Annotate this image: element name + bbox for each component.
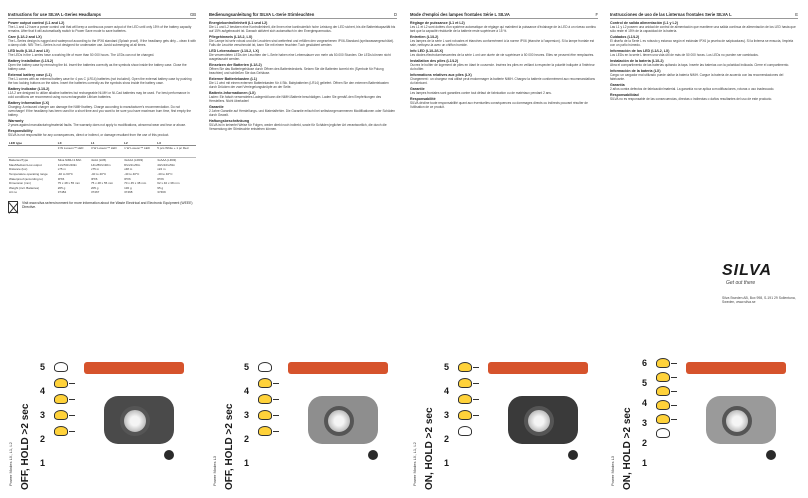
- weee-bin-icon: [8, 201, 18, 213]
- panel-hold-label: OFF, HOLD >2 sec: [20, 403, 31, 490]
- mode-number: 5: [444, 362, 450, 372]
- section-text: Les L1 et L2 sont dotées d'un système automatique de réglage qui maintient la puissance d'éclairage de la LED à un niveau continu tant que la capacité résiduelle de la batterie reste supérieure à 15 %.: [410, 25, 597, 33]
- spec-header-cell: LED type: [8, 140, 57, 146]
- led-bulb-icon: [258, 410, 272, 420]
- spec-cell: 75 x 48 x 55 mm: [57, 181, 80, 186]
- section: [410, 73, 598, 85]
- headband-strap: [488, 362, 588, 374]
- led-indicator-column: [258, 362, 272, 436]
- mode-number: 3: [642, 418, 648, 428]
- weee-notice: [8, 201, 196, 213]
- section-title: Garantie: [209, 105, 224, 109]
- spec-cell: 3xAAA (LR03): [124, 158, 144, 163]
- led-indicator-column: [458, 362, 472, 436]
- section-title: Batterie-Informationen (LX): [209, 91, 256, 95]
- spec-row-label: Weight (incl. Batteries): [9, 185, 40, 190]
- section-title: Externer Batteriekasten (L1): [209, 77, 257, 81]
- section: [610, 59, 798, 67]
- section-title: LED bulb (L1/L2 and LX): [8, 49, 50, 53]
- section-title: Battery installation (L1/L2): [8, 59, 54, 63]
- panel-models-label: Power Modes LX, L1, L2: [8, 442, 13, 486]
- section-title: Cuidados (L1/L2): [610, 35, 640, 39]
- section: [410, 97, 598, 109]
- mode-number: 3: [244, 410, 250, 420]
- mode-number: 1: [244, 458, 250, 468]
- led-bulb-icon: [458, 362, 472, 372]
- section-text: Öffnen Sie das Batteriegehäuse durch Öffnen des Batteriedeckels. Setzen Sie die Batterien korrekt ein (Symbole für Polung beachten) und schließen Sie das Gehäuse.: [209, 67, 384, 75]
- spec-cell: 40/x/10/x/6lm: [157, 162, 176, 167]
- section: [209, 49, 397, 61]
- table-row: [8, 163, 196, 168]
- section-text: Chargement : un chargeur mal utilisé peut endommager la batterie NiMH. Chargez la batterie conformément aux recommandations du fabricant.: [410, 77, 595, 85]
- table-row: [8, 172, 196, 177]
- section-title: Battery information (LX): [8, 101, 50, 105]
- spec-row-label: Temperature operating range: [9, 172, 48, 177]
- column-english: [8, 12, 196, 352]
- brand-logo: SILVA: [722, 262, 773, 279]
- led-bulb-icon: [458, 426, 472, 436]
- led-bulb-icon: [54, 394, 68, 404]
- mode-number: 3: [40, 410, 46, 420]
- spec-cell: 3xAAA (LR03): [157, 158, 177, 163]
- section: [410, 49, 598, 57]
- section-title: Réglage de puissance (L1 et L2): [410, 21, 465, 25]
- section-text: SILVA ist in keinerlei Weise für Folgen, weder direkt noch indirekt, sowie für Schäden jeglicher Art verantwortlich, die durch die Verwendung der Stirnleuchte entstehen können.: [209, 123, 387, 131]
- column-header: [610, 12, 798, 19]
- spec-cell: 4xAA (LR6): [90, 158, 107, 163]
- spec-row-label: Dimension (mm): [9, 181, 32, 186]
- section-text: Carga: un cargador mal utilizado puede dañar la batería NiMH. Cargue la batería de acuerdo con las recomendaciones del fabricante.: [610, 73, 784, 81]
- power-button-icon: [766, 450, 776, 460]
- spec-cell: 37468: [124, 190, 133, 195]
- section-title: Pflegehinweis (L1/L2, LX): [209, 35, 253, 39]
- spec-cell: IPX6: [57, 176, 65, 181]
- spec-cell: 62 x 40 x 38 mm: [157, 181, 180, 186]
- spec-cell: -40 to 40°C: [157, 172, 173, 177]
- section-text: Charging: A misused charger can damage the NiMH battery. Charge according to manufacturer's recommendation. Do not overcharge! If the headlamp has been used for a short time and you want to be sure you have maximum burn time, first empty the battery.: [8, 105, 192, 117]
- spec-table: [8, 140, 196, 195]
- led-bulb-icon: [656, 358, 670, 368]
- language-code: F: [595, 12, 598, 17]
- section-text: The LEDs in the L-series have a working life of more than 50 000 hours. The LEDs can not be changed.: [8, 53, 155, 57]
- section-title: Responsabilidad: [610, 93, 639, 97]
- spec-cell: -40 to 60°C: [57, 172, 73, 177]
- section-title: Einsetzen der Batterien (L1/L2): [209, 63, 262, 67]
- illustration-panel: [408, 356, 608, 494]
- section-text: Les diodes électroluminescentes de la série L ont une durée de vie supérieure à 50 000 heures. Elles ne peuvent être remplacées.: [410, 53, 595, 57]
- section-title: Entretien (L1/L2): [410, 35, 439, 39]
- section-title: External battery case (L1): [8, 73, 52, 77]
- power-button-icon: [164, 450, 174, 460]
- section: [209, 77, 397, 89]
- section-text: SILVA no es responsable de las consecuencias, directas o indirectas o daños resultantes del uso de este producto.: [610, 97, 773, 101]
- column-header: [8, 12, 196, 19]
- section: [8, 21, 196, 33]
- led-bulb-icon: [258, 394, 272, 404]
- spec-cell: 70 x 45 x 38 mm: [124, 181, 147, 186]
- section-title: Información de los LED (L1/L2, LX): [610, 49, 670, 53]
- table-row: [8, 190, 196, 195]
- company-address: Silva Sweden AB, Box 998, S-191 29 Sollentuna, Sweden, www.silva.se: [722, 296, 796, 305]
- spec-cell: x75 m: [90, 167, 100, 172]
- spec-row-label: Art no: [9, 190, 18, 195]
- headband-strap: [686, 362, 786, 374]
- panel-hold-label: ON, HOLD >2 sec: [622, 407, 633, 490]
- language-code: D: [393, 12, 397, 17]
- column-title: Instrucciones de uso de las Linternas frontales Serie SILVA L: [610, 12, 732, 17]
- led-bulb-icon: [54, 410, 68, 420]
- panel-models-label: Power Modes L3: [212, 455, 217, 486]
- section-text: L1/L2 are designed to utilize alkaline batteries but rechargeable Ni-MH or Ni-Cad batteries may be used. For best performance in cold conditions we recommend using non-rechargeable Lithium batteries.: [8, 91, 190, 99]
- column-title: Instructions for use SILVA L-Series Headlamps: [8, 12, 101, 17]
- section-title: Haftungsbeschränkung: [209, 119, 250, 123]
- section: [410, 35, 598, 47]
- section: [209, 105, 397, 117]
- section-title: Care (L1/L2 and LX): [8, 35, 42, 39]
- section: [209, 35, 397, 47]
- panel-hold-label: OFF, HOLD >2 sec: [224, 403, 235, 490]
- section: [610, 83, 798, 91]
- lens-icon: [524, 406, 554, 436]
- section: [610, 93, 798, 101]
- spec-cell: -40 to 40°C: [124, 172, 140, 177]
- brand-logo-block: [722, 262, 772, 286]
- mode-number: 2: [444, 434, 450, 444]
- illustration-panel: [4, 356, 204, 494]
- mode-number: 1: [642, 458, 648, 468]
- section: [8, 59, 196, 71]
- section-text: 2 Jahre Garantie auf Herstellungs- und Materialfehler. Die Garantie erlischt bei selbstvorgenommenen Modifikationen oder Schäden durch Gewalt.: [209, 109, 396, 117]
- section: [8, 129, 196, 137]
- section: [610, 21, 798, 33]
- spec-cell: 1 W Luxeon™ LED: [123, 146, 156, 158]
- section-title: Garantie: [410, 87, 425, 91]
- section-title: Responsabilité: [410, 97, 436, 101]
- brand-tagline: Get out there: [726, 280, 756, 286]
- spec-cell: 8/x/21/x/6lm: [124, 162, 141, 167]
- mode-number: 4: [642, 398, 648, 408]
- section-title: Control de salida alimentación (L1 y L2): [610, 21, 678, 25]
- spec-row-label: Batteries/Type: [9, 158, 29, 163]
- mode-number: 2: [40, 434, 46, 444]
- led-bulb-icon: [54, 362, 68, 372]
- mode-number: 5: [40, 362, 46, 372]
- section: [8, 87, 196, 99]
- power-button-icon: [568, 450, 578, 460]
- section-text: El diseño de la Serie L es robusto y estanco según el estándar IPX6 (a prueba de salpicaduras). Si la linterna se ensucia, límpiela con un paño húmedo.: [610, 39, 794, 47]
- mode-number: 6: [642, 358, 648, 368]
- led-bulb-icon: [458, 378, 472, 388]
- section-text: Abra el compartimento de las baterías quitando la tapa. Inserte las baterías con la polaridad indicada. Cierre el compartimento.: [610, 63, 790, 67]
- led-indicator-column: [54, 362, 68, 436]
- mode-number: 3: [444, 410, 450, 420]
- section-title: Información de la batería (LX): [610, 69, 661, 73]
- led-bulb-icon: [258, 426, 272, 436]
- spec-cell: 37484: [57, 190, 67, 195]
- section: [8, 73, 196, 85]
- spec-cell: 11/x/50/x/40lm: [57, 162, 78, 167]
- spec-cell: 37469: [157, 190, 166, 195]
- mode-number: 4: [444, 386, 450, 396]
- section-text: Laden: Ein falsch verwendetes Ladegerät kann die NiMH-Batterie beschädigen. Laden Sie gemäß den Empfehlungen des Herstellers. Nicht überladen!: [209, 95, 382, 103]
- section-text: The L1 comes with an external battery case for 4 pcs C (LR14) batteries (not included). Open the external battery case by pushing the two locking buttons on the sides. Insert the batteries correctly as the symbols show inside the battery case.: [8, 77, 192, 85]
- led-bulb-icon: [258, 362, 272, 372]
- section-text: Die L1 und L2 besitzen eine Kontrolleinheit, die Ihnen eine kontinuierlich hohe Leistung der LED sichert, bis die Batteriekapazität bis auf 15% aufgebraucht ist. Danach aktiviert sich automatisch in den Energiesparmodus.: [209, 25, 396, 33]
- spec-cell: 75 x 48 x 55 mm: [90, 181, 114, 186]
- weee-text: Visit www.silva.se/environment for more information about the Waste Electrical and Electronic Equipment (WEEE) Directive.: [22, 200, 193, 209]
- led-bulb-icon: [458, 410, 472, 420]
- spec-row-label: Distance (lux): [9, 167, 28, 172]
- section-text: Die Lampe ist sehr robust und die Leuchten sind wetterfest und erfüllen den vorgesehenen IPX6-Standard (spritzwassergeschützt). Falls die Leuchte verschmutzt ist, kann Sie mit einem feuchten Tuch gesäubert werden.: [209, 39, 394, 47]
- spec-cell: 14/x/80/x/40lm: [90, 162, 111, 167]
- led-bulb-icon: [258, 378, 272, 388]
- section-text: The L1 and L2 have a power control unit that will keep a continuous power output of the LED until only 15% of the battery capacity remains. After that it will automatically switch to Power Save mode to save batteries.: [8, 25, 192, 33]
- section-title: Power output control (L1 and L2): [8, 21, 65, 25]
- spec-cell: 95 g: [157, 185, 164, 190]
- spec-cell: x48 m: [124, 167, 133, 172]
- section-text: Die L1 wird mit einem externen Batteriekasten für 4 Stk. Babybatterien (LR14) geliefert. Öffnen Sie den externen Batteriekasten durch Drücken der zwei Verriegelungsknöpfe an der Seite.: [209, 81, 389, 89]
- spec-row-label: Max/Medium/Low output: [9, 162, 42, 167]
- illustration-panel: [606, 356, 806, 494]
- spec-cell: 5 pcs White + 1 pc Red: [156, 146, 196, 158]
- section: [8, 35, 196, 47]
- section: [209, 119, 397, 131]
- spec-cell: 265 g: [57, 185, 66, 190]
- spec-type-row: [8, 146, 196, 158]
- spec-cell: -40 to 40°C: [90, 172, 107, 177]
- mode-number: 5: [244, 362, 250, 372]
- led-indicator-column: [656, 358, 670, 438]
- led-bulb-icon: [656, 386, 670, 396]
- mode-number: 4: [40, 386, 46, 396]
- section-text: Les lampes frontales sont garanties contre tout défaut de fabrication ou de matériaux pendant 2 ans.: [410, 91, 552, 95]
- section-text: Los LEDs en la serie L tienen una vida útil de más de 50 000 horas. Los LEDs no pueden ser cambiados.: [610, 53, 759, 57]
- section: [8, 119, 196, 127]
- section-title: Warranty: [8, 119, 24, 123]
- column-french: [410, 12, 598, 352]
- section-title: LED Lebensdauer (L1/L2, LX): [209, 49, 259, 53]
- led-bulb-icon: [54, 426, 68, 436]
- spec-header-cell: L1: [90, 140, 123, 146]
- section-text: 2 years against manufacturing/material faults. The warranty does not apply to modifications, abnormal wear and tear or abuse.: [8, 123, 187, 127]
- language-code: E: [795, 12, 798, 17]
- led-bulb-icon: [656, 372, 670, 382]
- section-text: The L-Series design is rugged and waterproof according to the IPX6 standard (Splash proof). If the headlamp gets dirty – clean it with a damp cloth. NB! The L-Series is not designed for underwater use. Avoid submerging at all times.: [8, 39, 196, 47]
- section-title: Battery indicator (L1/L2): [8, 87, 50, 91]
- lens-icon: [722, 406, 752, 436]
- spec-cell: 37467: [90, 190, 100, 195]
- section-text: Ouvrez le boîtier de logement de piles en ôtant le couvercle. Insérez les piles en veillant à respecter la polarité indiquée à l'intérieur du boîtier.: [410, 63, 595, 71]
- spec-row-label: Waterproof (according to): [9, 176, 43, 181]
- spec-header-cell: LX: [57, 140, 90, 146]
- section-text: SILVA is not responsible for any consequences, direct or indirect, or damage resultant from the use of this product.: [8, 133, 170, 137]
- mode-number: 4: [244, 386, 250, 396]
- section-title: Informations relatives aux piles (LX): [410, 73, 472, 77]
- section: [610, 35, 798, 47]
- section: [209, 21, 397, 33]
- spec-cell: 205 g: [90, 185, 99, 190]
- section: [8, 101, 196, 117]
- section-text: Open the battery case by removing the lid. Insert the batteries correctly as the symbols show inside the battery case. Close the battery case.: [8, 63, 187, 71]
- column-title: Bedienungsanleitung für SILVA L-Serie Stirnleuchten: [209, 12, 315, 17]
- spec-cell: Silva NiMH 4.8Ah: [57, 158, 82, 163]
- section-text: 2 años contra defectos de fabricación/material. La garantía no se aplica a modificaciones, roturas o uso inadecuado.: [610, 87, 775, 91]
- section: [410, 87, 598, 95]
- column-header: [209, 12, 397, 19]
- lens-icon: [324, 406, 354, 436]
- section-text: Las L1 y L2 poseen una unidad de control de alimentación que mantiene una salida continua de alimentación de los LED hasta que sólo reste el 15% de la capacidad de la batería.: [610, 25, 796, 33]
- section: [8, 49, 196, 57]
- led-bulb-icon: [656, 400, 670, 410]
- column-title: Mode d'emploi des lampes frontales Série L SILVA: [410, 12, 510, 17]
- section-title: Energiekontrolleinheit (L1 und L2): [209, 21, 268, 25]
- spec-cell: 3 W Luxeon™ LED: [57, 146, 90, 158]
- led-bulb-icon: [656, 414, 670, 424]
- spec-cell: x22 m: [157, 167, 166, 172]
- illustration-panel: [208, 356, 408, 494]
- spec-cell: 3 W Luxeon™ LED: [90, 146, 123, 158]
- mode-number: 1: [444, 458, 450, 468]
- headband-strap: [288, 362, 388, 374]
- section: [209, 91, 397, 103]
- section-text: Die verwendeten LEDs der Leuchten der L-Serie haben eine Lebensdauer von mehr als 50.000 Stunden. Die LEDs können nicht ausgetauscht werden.: [209, 53, 391, 61]
- spec-cell: IPX6: [124, 176, 131, 181]
- mode-number: 2: [642, 438, 648, 448]
- led-bulb-icon: [656, 428, 670, 438]
- led-bulb-icon: [54, 378, 68, 388]
- section-title: Instalación de la batería (L1/L2): [610, 59, 664, 63]
- section: [209, 63, 397, 75]
- spec-header-cell: L3: [156, 140, 196, 146]
- panel-models-label: Power Modes L3: [610, 455, 615, 486]
- lens-icon: [120, 406, 150, 436]
- section: [610, 69, 798, 81]
- led-bulb-icon: [458, 394, 472, 404]
- spec-cell: 130 g: [124, 185, 132, 190]
- section: [410, 21, 598, 33]
- spec-cell: IPX6: [157, 176, 164, 181]
- column-german: [209, 12, 397, 352]
- power-button-icon: [368, 450, 378, 460]
- section-title: Info LED (L1/L2/LX): [410, 49, 444, 53]
- mode-number: 2: [244, 434, 250, 444]
- section-text: SILVA décline toute responsabilité quant aux éventuelles conséquences ou dommages directs ou indirects pouvant résulter de l'utilisation de ce produit.: [410, 101, 588, 109]
- mode-number: 5: [642, 378, 648, 388]
- section-title: Installation des piles (L1/L2): [410, 59, 459, 63]
- panel-hold-label: ON, HOLD >2 sec: [424, 407, 435, 490]
- mode-number: 1: [40, 458, 46, 468]
- section-title: Responsibility: [8, 129, 33, 133]
- section-title: Garantía: [610, 83, 625, 87]
- spec-header-cell: L2: [123, 140, 156, 146]
- column-header: [410, 12, 598, 19]
- spec-cell: IPX6: [90, 176, 98, 181]
- panel-models-label: Power Modes LX, L1, L2: [412, 442, 417, 486]
- headband-strap: [84, 362, 184, 374]
- spec-cell: x75 m: [57, 167, 66, 172]
- section: [610, 49, 798, 57]
- language-code: GB: [189, 12, 196, 17]
- section-text: Les lampes de la série L sont robustes et étanches conformément à la norme IPX6 (étanche à l'aspersion). Si la lampe frontale est sale, nettoyez-la avec un chiffon humide.: [410, 39, 595, 47]
- section: [410, 59, 598, 71]
